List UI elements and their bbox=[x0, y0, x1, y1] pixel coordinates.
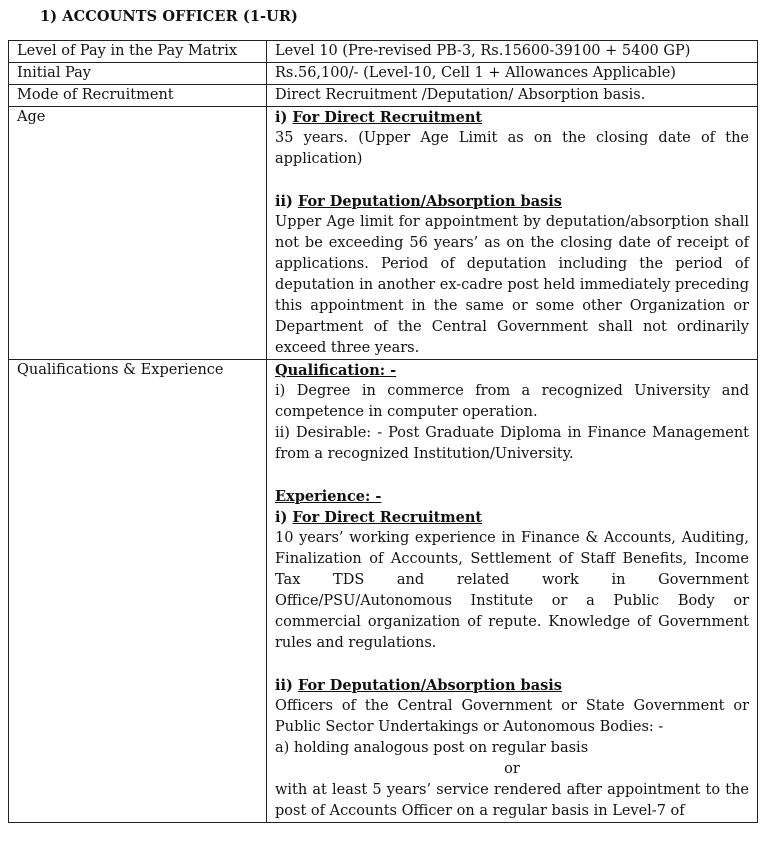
table-row bbox=[9, 85, 758, 107]
spacer bbox=[275, 170, 749, 191]
age-direct-title: For Direct Recruitment bbox=[292, 109, 483, 126]
row-value-initial-pay: Rs.56,100/- (Level-10, Cell 1 + Allowances Applicable) bbox=[267, 63, 758, 85]
qualification-item-1: i) Degree in commerce from a recognized University and competence in computer operation. bbox=[275, 383, 749, 420]
table-row bbox=[9, 360, 758, 823]
qualification-title: Qualification: - bbox=[275, 362, 397, 379]
row-label-age: Age bbox=[9, 107, 267, 360]
row-value-pay: Level 10 (Pre-revised PB-3, Rs.15600-39100 + 5400 GP) bbox=[267, 41, 758, 63]
table-row bbox=[9, 63, 758, 85]
experience-deputation-item-a: a) holding analogous post on regular basis bbox=[275, 740, 589, 756]
age-direct-number: i) bbox=[275, 109, 293, 126]
row-value-qualifications bbox=[267, 360, 758, 823]
job-details-table bbox=[8, 40, 758, 823]
age-direct-heading bbox=[275, 107, 749, 128]
row-label-pay: Level of Pay in the Pay Matrix bbox=[9, 41, 267, 63]
row-label-mode: Mode of Recruitment bbox=[9, 85, 267, 107]
row-value-mode: Direct Recruitment /Deputation/ Absorption basis. bbox=[267, 85, 758, 107]
spacer bbox=[275, 465, 749, 486]
experience-deputation-or: or bbox=[504, 761, 520, 777]
age-deputation-number: ii) bbox=[275, 193, 298, 210]
spacer bbox=[275, 654, 749, 675]
table-row bbox=[9, 41, 758, 63]
qualification-item-2: ii) Desirable: - Post Graduate Diploma in Finance Management from a recognized Institution/University. bbox=[275, 425, 749, 462]
experience-deputation-item-b: with at least 5 years’ service rendered after appointment to the post of Accounts Officer on a regular basis in Level-7 of bbox=[275, 782, 749, 819]
row-label-initial-pay: Initial Pay bbox=[9, 63, 267, 85]
age-deputation-text: Upper Age limit for appointment by deputation/absorption shall not be exceeding 56 years’ as on the closing date of receipt of applications. Period of deputation including the period of deputation in another ex-cadre post held immediately preceding this appointment in the same or some other Organization or Department of the Central Government shall not ordinarily exceed three years. bbox=[275, 214, 749, 356]
row-value-age bbox=[267, 107, 758, 360]
age-deputation-title: For Deputation/Absorption basis bbox=[297, 193, 562, 210]
experience-direct-heading bbox=[275, 507, 749, 528]
experience-direct-number: i) bbox=[275, 509, 293, 526]
experience-deputation-text: Officers of the Central Government or State Government or Public Sector Undertakings or Autonomous Bodies: - bbox=[275, 698, 749, 735]
experience-title: Experience: - bbox=[275, 488, 382, 505]
experience-deputation-heading bbox=[275, 675, 749, 696]
section-heading: 1) ACCOUNTS OFFICER (1-UR) bbox=[40, 8, 298, 25]
experience-deputation-title: For Deputation/Absorption basis bbox=[297, 677, 562, 694]
row-label-qualifications: Qualifications & Experience bbox=[9, 360, 267, 823]
experience-direct-text: 10 years’ working experience in Finance & Accounts, Auditing, Finalization of Accounts, Settlement of Staff Benefits, Income Tax TDS and related work in Government Office/PSU/Autonomous Institute or a Public Body or commercial organization of repute. Knowledge of Government rules and regulations. bbox=[275, 530, 749, 651]
experience-deputation-number: ii) bbox=[275, 677, 298, 694]
table-row bbox=[9, 107, 758, 360]
age-deputation-heading bbox=[275, 191, 749, 212]
experience-direct-title: For Direct Recruitment bbox=[292, 509, 483, 526]
age-direct-text: 35 years. (Upper Age Limit as on the closing date of the application) bbox=[275, 130, 749, 167]
